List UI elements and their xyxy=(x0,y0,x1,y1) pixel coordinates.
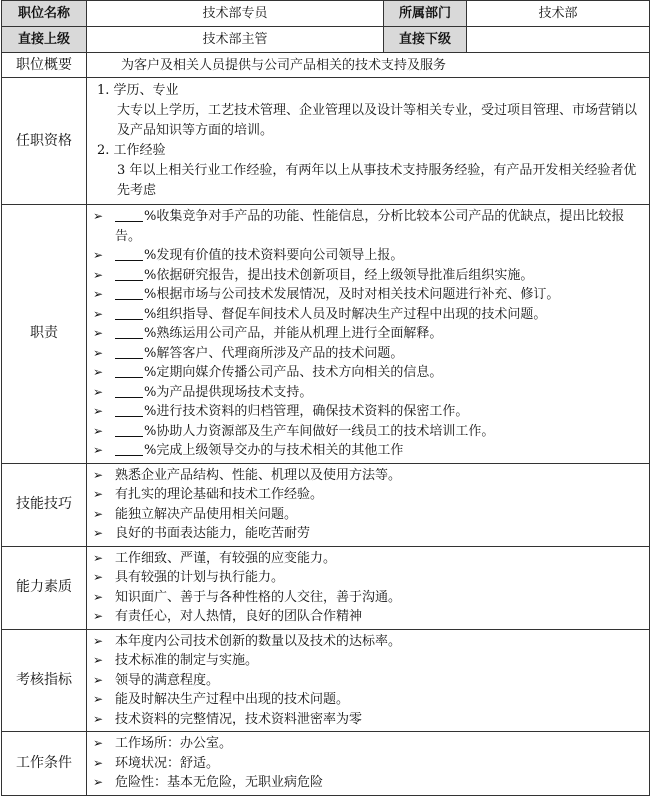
percentage-blank xyxy=(115,402,143,417)
qualification-item xyxy=(93,141,645,201)
department-label: 所属部门 xyxy=(384,1,467,27)
direct-subordinate-value xyxy=(467,27,650,53)
qualification-body: 大专以上学历，工艺技术管理、企业管理以及设计等相关专业，受过项目管理、市场营销以及产品知识等方面的培训。 xyxy=(117,103,638,138)
percentage-blank xyxy=(115,441,143,456)
duties-item xyxy=(93,305,645,325)
arrow-bullet-icon: ➢ xyxy=(93,609,104,623)
arrow-bullet-icon: ➢ xyxy=(93,589,104,604)
conditions-item xyxy=(93,734,645,754)
skills-row xyxy=(2,463,650,546)
qualification-body: 3 年以上相关行业工作经验，有两年以上从事技术支持服务经验，有产品开发相关经验者优先考虑 xyxy=(117,163,637,198)
abilities-item xyxy=(93,568,645,588)
duties-item-text: %为产品提供现场技术支持。 xyxy=(144,384,313,400)
arrow-bullet-icon: ➢ xyxy=(93,267,104,282)
assessment-item xyxy=(93,651,645,671)
abilities-row xyxy=(2,546,650,629)
conditions-label: 工作条件 xyxy=(2,732,87,796)
position-name-value: 技术部专员 xyxy=(87,1,384,27)
duties-item-text: %根据市场与公司技术发展情况，及时对相关技术问题进行补充、修订。 xyxy=(144,287,560,302)
assessment-list xyxy=(93,632,645,730)
summary-label: 职位概要 xyxy=(2,53,87,78)
conditions-list xyxy=(93,734,645,793)
abilities-item-text: 工作细致、严谨，有较强的应变能力。 xyxy=(115,550,337,566)
abilities-item-text: 有责任心，对人热情，良好的团队合作精神 xyxy=(115,609,363,624)
skills-item-text: 熟悉企业产品结构、性能、机理以及使用方法等。 xyxy=(115,467,402,483)
assessment-item xyxy=(93,632,645,652)
duties-label: 职责 xyxy=(2,205,87,464)
assessment-row xyxy=(2,629,650,732)
duties-item-text: %组织指导、督促车间技术人员及时解决生产过程中出现的技术问题。 xyxy=(144,306,547,322)
abilities-item xyxy=(93,549,645,569)
duties-item xyxy=(93,285,645,305)
arrow-bullet-icon: ➢ xyxy=(93,345,104,360)
qualifications-list xyxy=(93,81,645,201)
duties-item xyxy=(93,246,645,266)
percentage-blank xyxy=(115,207,143,222)
arrow-bullet-icon: ➢ xyxy=(93,550,104,565)
assessment-content xyxy=(87,629,650,732)
job-description-table xyxy=(1,0,650,796)
assessment-item-text: 技术标准的制定与实施。 xyxy=(115,653,259,668)
qualification-heading xyxy=(93,81,645,101)
arrow-bullet-icon: ➢ xyxy=(93,653,104,667)
conditions-item-text: 工作场所：办公室。 xyxy=(115,736,233,751)
qualification-title: 工作经验 xyxy=(113,143,166,158)
conditions-item xyxy=(93,754,645,774)
duties-item-text: %协助人力资源部及生产车间做好一线员工的技术培训工作。 xyxy=(144,423,495,439)
qualification-title: 学历、专业 xyxy=(113,83,179,98)
direct-subordinate-label: 直接下级 xyxy=(384,27,467,53)
assessment-item-text: 技术资料的完整情况，技术资料泄密率为零 xyxy=(115,711,363,727)
arrow-bullet-icon: ➢ xyxy=(93,209,104,223)
abilities-item-text: 知识面广、善于与各种性格的人交往，善于沟通。 xyxy=(115,589,402,605)
duties-item xyxy=(93,402,645,422)
duties-list xyxy=(93,207,645,461)
duties-row xyxy=(2,205,650,464)
qualification-number: 2. xyxy=(97,143,110,158)
duties-item xyxy=(93,363,645,383)
skills-item xyxy=(93,505,645,525)
skills-item xyxy=(93,524,645,544)
direct-superior-label: 直接上级 xyxy=(2,27,87,53)
duties-item-text: %定期向媒介传播公司产品、技术方向相关的信息。 xyxy=(144,365,443,380)
header-row-2 xyxy=(2,27,650,53)
percentage-blank xyxy=(115,363,143,378)
arrow-bullet-icon: ➢ xyxy=(93,736,104,750)
summary-row xyxy=(2,53,650,78)
arrow-bullet-icon: ➢ xyxy=(93,443,104,457)
direct-superior-value: 技术部主管 xyxy=(87,27,384,53)
arrow-bullet-icon: ➢ xyxy=(93,365,104,379)
skills-label: 技能技巧 xyxy=(2,463,87,546)
arrow-bullet-icon: ➢ xyxy=(93,711,104,726)
duties-item-text: %依据研究报告，提出技术创新项目，经上级领导批准后组织实施。 xyxy=(144,267,534,283)
duties-item xyxy=(93,324,645,344)
percentage-blank xyxy=(115,422,143,437)
duties-item xyxy=(93,344,645,364)
abilities-item xyxy=(93,588,645,608)
assessment-item-text: 本年度内公司技术创新的数量以及技术的达标率。 xyxy=(115,633,402,649)
arrow-bullet-icon: ➢ xyxy=(93,692,104,706)
skills-item-text: 能独立解决产品使用相关问题。 xyxy=(115,506,298,522)
arrow-bullet-icon: ➢ xyxy=(93,326,104,340)
arrow-bullet-icon: ➢ xyxy=(93,306,104,321)
arrow-bullet-icon: ➢ xyxy=(93,487,104,501)
arrow-bullet-icon: ➢ xyxy=(93,506,104,521)
duties-item-text: %熟练运用公司产品，并能从机理上进行全面解释。 xyxy=(144,326,443,341)
conditions-item xyxy=(93,773,645,793)
qualifications-content xyxy=(87,78,650,205)
position-name-label: 职位名称 xyxy=(2,1,87,27)
arrow-bullet-icon: ➢ xyxy=(93,672,104,687)
abilities-list xyxy=(93,549,645,627)
qualification-number: 1. xyxy=(97,83,110,98)
arrow-bullet-icon: ➢ xyxy=(93,287,104,301)
percentage-blank xyxy=(115,266,143,281)
assessment-item-text: 能及时解决生产过程中出现的技术问题。 xyxy=(115,692,350,707)
skills-item-text: 良好的书面表达能力，能吃苦耐劳 xyxy=(115,526,311,541)
assessment-item xyxy=(93,690,645,710)
percentage-blank xyxy=(115,246,143,261)
assessment-item xyxy=(93,710,645,730)
arrow-bullet-icon: ➢ xyxy=(93,633,104,648)
arrow-bullet-icon: ➢ xyxy=(93,775,104,789)
arrow-bullet-icon: ➢ xyxy=(93,755,104,770)
skills-item xyxy=(93,485,645,505)
conditions-item-text: 危险性：基本无危险，无职业病危险 xyxy=(115,775,324,790)
skills-content xyxy=(87,463,650,546)
duties-content xyxy=(87,205,650,464)
duties-item xyxy=(93,207,645,246)
duties-item-text: %发现有价值的技术资料要向公司领导上报。 xyxy=(144,248,404,263)
arrow-bullet-icon: ➢ xyxy=(93,423,104,438)
assessment-item xyxy=(93,671,645,691)
conditions-content xyxy=(87,732,650,796)
arrow-bullet-icon: ➢ xyxy=(93,248,104,262)
percentage-blank xyxy=(115,285,143,300)
duties-item-text: %收集竞争对手产品的功能、性能信息，分析比较本公司产品的优缺点，提出比较报告。 xyxy=(115,209,625,244)
abilities-item-text: 具有较强的计划与执行能力。 xyxy=(115,570,285,585)
arrow-bullet-icon: ➢ xyxy=(93,570,104,584)
arrow-bullet-icon: ➢ xyxy=(93,526,104,540)
abilities-item xyxy=(93,607,645,627)
skills-list xyxy=(93,466,645,544)
percentage-blank xyxy=(115,344,143,359)
conditions-item-text: 环境状况：舒适。 xyxy=(115,755,220,771)
summary-text: 为客户及相关人员提供与公司产品相关的技术支持及服务 xyxy=(87,53,650,78)
qualification-item xyxy=(93,81,645,141)
arrow-bullet-icon: ➢ xyxy=(93,404,104,418)
duties-item xyxy=(93,441,645,461)
qualifications-label: 任职资格 xyxy=(2,78,87,205)
duties-item xyxy=(93,422,645,442)
duties-item-text: %解答客户、代理商所涉及产品的技术问题。 xyxy=(144,345,404,361)
header-row-1 xyxy=(2,1,650,27)
assessment-item-text: 领导的满意程度。 xyxy=(115,672,220,688)
percentage-blank xyxy=(115,383,143,398)
duties-item xyxy=(93,266,645,286)
department-value: 技术部 xyxy=(467,1,650,27)
duties-item xyxy=(93,383,645,403)
percentage-blank xyxy=(115,324,143,339)
percentage-blank xyxy=(115,305,143,320)
abilities-content xyxy=(87,546,650,629)
qualification-heading xyxy=(93,141,645,161)
conditions-row xyxy=(2,732,650,796)
duties-item-text: %进行技术资料的归档管理，确保技术资料的保密工作。 xyxy=(144,404,469,419)
arrow-bullet-icon: ➢ xyxy=(93,384,104,399)
assessment-label: 考核指标 xyxy=(2,629,87,732)
duties-item-text: %完成上级领导交办的与技术相关的其他工作 xyxy=(144,443,404,458)
skills-item-text: 有扎实的理论基础和技术工作经验。 xyxy=(115,487,324,502)
skills-item xyxy=(93,466,645,486)
qualifications-row xyxy=(2,78,650,205)
arrow-bullet-icon: ➢ xyxy=(93,467,104,482)
abilities-label: 能力素质 xyxy=(2,546,87,629)
